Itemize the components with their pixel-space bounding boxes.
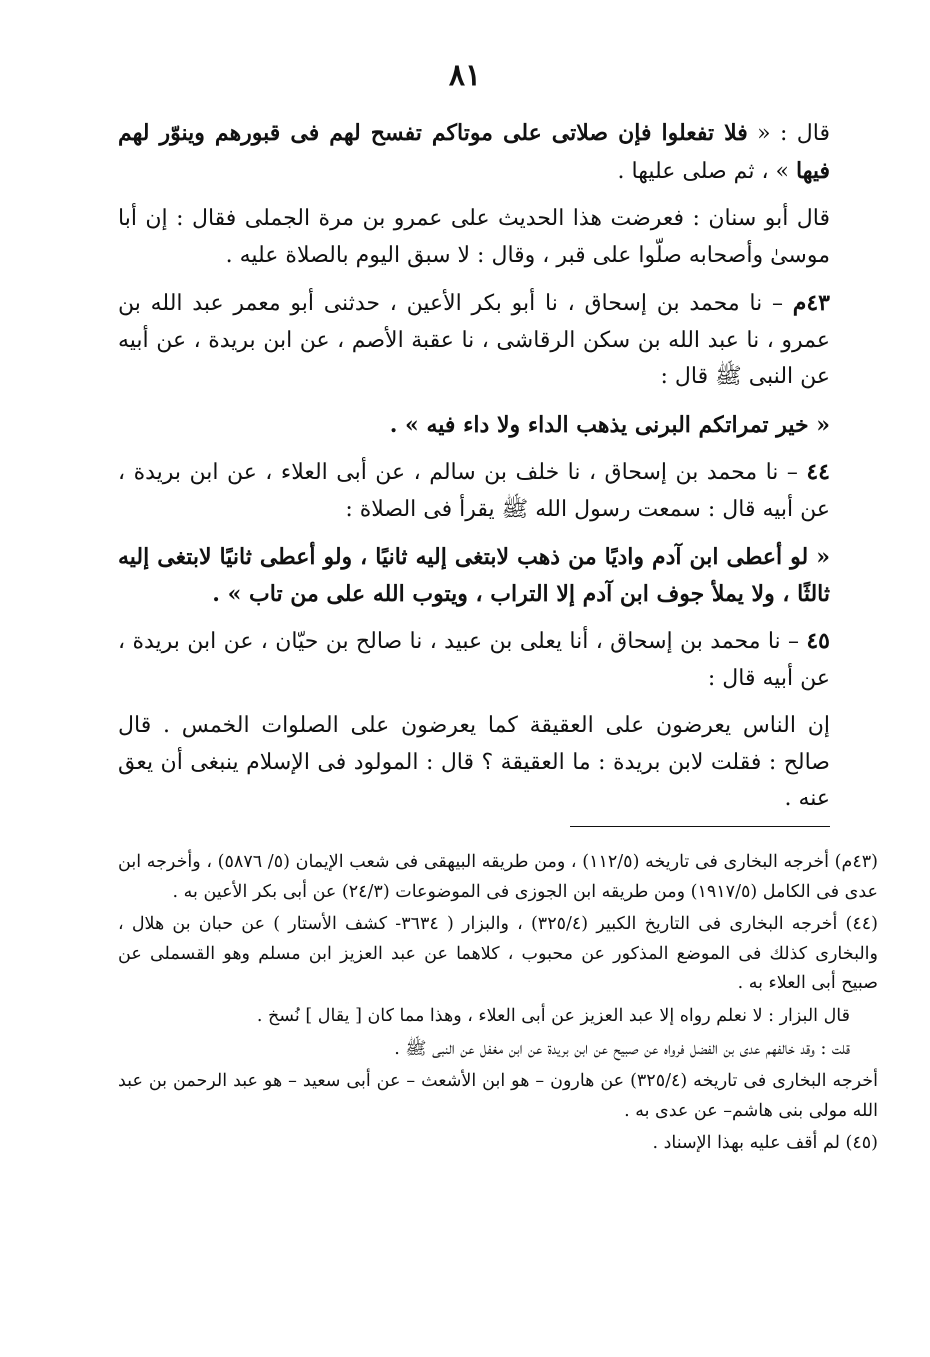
hadith-43-chain: – نا محمد بن إسحاق ، نا أبو بكر الأعين ، حدثنى أبو معمر عبد الله بن عمرو ، نا عبد الله بن سكن الرقاشى ، نا عقبة الأصم ، عن ابن بريدة ، عن أبيه عن النبى ﷺ قال : xyxy=(118,291,830,389)
hadith-44-quote: « لو أعطى ابن آدم واديًا من ذهب لابتغى إليه ثانيًا ، ولو أعطى ثانيًا لابتغى إليه ثالثًا ، ولا يملأ جوف ابن آدم إلا التراب ، ويتوب الله على من تاب » . xyxy=(118,544,830,607)
hadith-45 xyxy=(118,623,830,697)
p1-suffix: » ، ثم صلى عليها . xyxy=(617,158,796,184)
footnote-43: (٤٣م) أخرجه البخارى فى تاريخه (١١٢/٥) ، ومن طريقه البيهقى فى شعب الإيمان (٥/ ٥٨٧٦) ، وأخرجه ابن عدى فى الكامل (١٩١٧/٥) ومن طريقه ابن الجوزى فى الموضوعات (٢٤/٣) عن أبى بكر الأعين به . xyxy=(118,852,878,902)
footnote-44-bukhari: أخرجه البخارى فى تاريخه (٣٢٥/٤) عن هارون – هو ابن الأشعث – عن أبى سعيد – هو عبد الرحمن بن عبد الله مولى بنى هاشم– عن عدى به . xyxy=(118,1071,878,1121)
hadith-43 xyxy=(118,285,830,396)
hadith-44-number: ٤٤ xyxy=(806,459,830,485)
page-number: ٨١ xyxy=(448,58,482,93)
p1-quote: فلا تفعلوا فإن صلاتى على موتاكم تفسح لهم فى قبورهم وينوّر لهم فيها xyxy=(118,120,830,184)
footnotes xyxy=(118,848,878,1162)
hadith-44-chain: – نا محمد بن إسحاق ، نا خلف بن سالم ، عن أبى العلاء ، عن ابن بريدة ، عن أبيه قال : سمعت رسول الله ﷺ يقرأ فى الصلاة : xyxy=(118,460,830,522)
footnote-44-bazzar: قال البزار : لا نعلم رواه إلا عبد العزيز عن أبى العلاء ، وهذا مما كان [ يقال ] نُسخ . xyxy=(256,1005,850,1026)
paragraph-1 xyxy=(118,115,830,190)
hadith-43-number: ٤٣م xyxy=(792,290,830,316)
hadith-43-quote: « خير تمراتكم البرنى يذهب الداء ولا داء فيه » . xyxy=(389,411,830,438)
main-text xyxy=(118,115,830,829)
hadith-44 xyxy=(118,454,830,528)
hadith-45-number: ٤٥ xyxy=(806,628,830,654)
paragraph-abu-sinan: قال أبو سنان : فعرضت هذا الحديث على عمرو بن مرة الجملى فقال : إن أبا موسىٰ وأصحابه صلّوا على قبر ، وقال : لا سبق اليوم بالصلاة عليه . xyxy=(118,206,830,268)
footnote-44-qultu: قلت : وقد خالفهم عدى بن الفضل فرواه عن صبيح عن ابن بريدة عن ابن مغفل عن النبى ﷺ . xyxy=(394,1038,850,1059)
hadith-45-text: إن الناس يعرضون على العقيقة كما يعرضون على الصلوات الخمس . قال صالح : فقلت لابن بريدة : ما العقيقة ؟ قال : المولود فى الإسلام ينبغى أن يعق عنه . xyxy=(118,713,830,811)
footnote-44: (٤٤) أخرجه البخارى فى التاريخ الكبير (٣٢٥/٤) ، والبزار ( ٣٦٣٤- كشف الأستار ) عن حبان بن هلال ، والبخارى كذلك فى الموضع المذكور عن محبوب ، كلاهما عن عبد العزيز ابن مسلم وهو القسملى عن صبيح أبى العلاء به . xyxy=(118,914,878,994)
hadith-45-chain: – نا محمد بن إسحاق ، أنا يعلى بن عبيد ، نا صالح بن حيّان ، عن ابن بريدة ، عن أبيه قال : xyxy=(118,629,830,691)
footnote-divider xyxy=(570,826,830,827)
p1-prefix: قال : « xyxy=(747,121,830,146)
footnote-45: (٤٥) لم أقف عليه بهذا الإسناد . xyxy=(652,1133,878,1154)
